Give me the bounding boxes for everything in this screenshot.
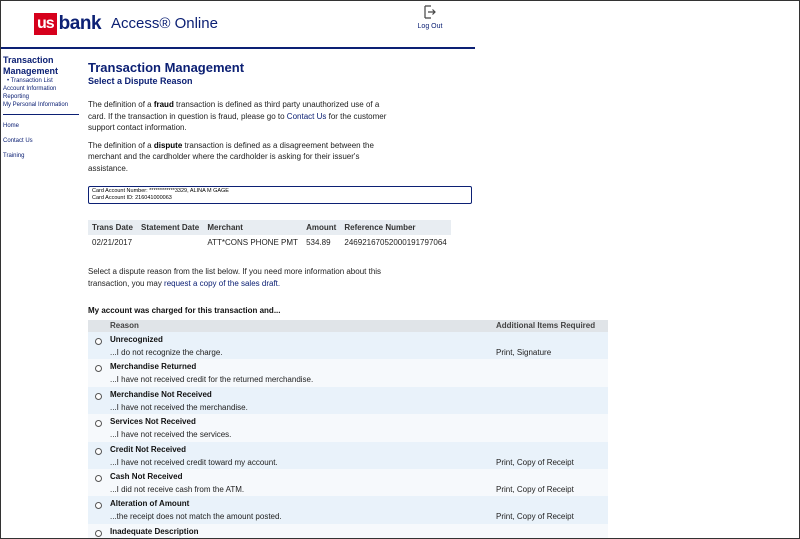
- reason-name: Unrecognized: [110, 335, 163, 344]
- col-amount: Amount: [302, 220, 340, 235]
- reason-radio-cell: [88, 414, 110, 441]
- sidebar-link-contact-us[interactable]: Contact Us: [3, 138, 33, 144]
- reason-text: [110, 359, 496, 386]
- fraud-word: fraud: [153, 100, 174, 109]
- reason-text: [110, 469, 496, 496]
- reason-radio-cell: [88, 442, 110, 469]
- reason-row[interactable]: [88, 414, 608, 441]
- dispute-word: dispute: [153, 140, 183, 150]
- cell-merchant: ATT*CONS PHONE PMT: [207, 238, 298, 247]
- reason-row[interactable]: [88, 359, 608, 386]
- reason-additional-items: [496, 387, 608, 414]
- sidebar-item-my-personal-information[interactable]: My Personal Information: [3, 102, 69, 108]
- usbank-logo[interactable]: [34, 12, 101, 36]
- reason-description: ...the receipt does not match the amount posted.: [110, 512, 282, 522]
- reason-radio-cell: [88, 387, 110, 414]
- reason-row[interactable]: [88, 387, 608, 414]
- sidebar-title-line1: Transaction: [3, 55, 54, 65]
- request-sales-draft-link[interactable]: request a copy of the sales draft.: [164, 279, 281, 288]
- reason-header-row: [88, 320, 608, 332]
- reason-radio[interactable]: [95, 365, 102, 372]
- card-account-number: Card Account Number: ************3329, ALINA M GAGE: [92, 188, 229, 194]
- reason-additional-items: Print, Copy of Receipt: [496, 457, 574, 467]
- col-statement-date: Statement Date: [137, 220, 203, 235]
- reason-description: ...I do not recognize the charge.: [110, 348, 223, 357]
- cell-statement-date: [137, 235, 203, 250]
- transaction-header-row: [88, 220, 451, 235]
- reason-column-header: Reason: [110, 321, 139, 330]
- sidebar-title-line2: Management: [3, 66, 59, 76]
- additional-items-column-header: Additional Items Required: [496, 321, 596, 330]
- reason-text: [110, 524, 496, 539]
- card-account-box: [88, 186, 472, 204]
- reason-radio-cell: [88, 332, 110, 359]
- dispute-definition: [88, 140, 388, 175]
- reason-additional-items: [496, 414, 608, 441]
- sidebar-divider: [3, 114, 79, 115]
- reason-radio-cell: [88, 469, 110, 496]
- logout-button[interactable]: [413, 5, 447, 30]
- sidebar-item-transaction-list[interactable]: • Transaction List: [7, 78, 53, 84]
- reason-radio-cell: [88, 359, 110, 386]
- reason-name: Alteration of Amount: [110, 499, 190, 509]
- reason-description: ...I did not receive cash from the ATM.: [110, 484, 245, 494]
- instr-text: Select a dispute reason from the list below. If you need more information about this transaction, you may: [88, 267, 382, 288]
- reason-name: Merchandise Returned: [110, 362, 197, 372]
- fraud-definition: [88, 99, 388, 134]
- reason-row[interactable]: [88, 442, 608, 469]
- reason-additional-items: Print, Copy of Receipt: [496, 512, 574, 522]
- reason-row[interactable]: [88, 496, 608, 523]
- cell-reference-number: 24692167052000191797064: [344, 238, 447, 247]
- reason-name: Cash Not Received: [110, 471, 183, 481]
- main-content: [88, 60, 608, 536]
- col-merchant: Merchant: [203, 220, 302, 235]
- reason-additional-items: [496, 359, 608, 386]
- transaction-row: [88, 235, 451, 250]
- logout-label: Log Out: [417, 23, 443, 30]
- dispute-text-2: transaction is defined as a disagreement between the merchant and the cardholder where the cardholder is asking for their issuer's assistance.: [88, 140, 374, 173]
- reason-name: Inadequate Description: [110, 526, 199, 536]
- sidebar-link-training[interactable]: Training: [3, 153, 25, 159]
- reason-name: Services Not Received: [110, 417, 196, 427]
- dispute-text-1: The definition of a: [88, 140, 154, 150]
- sidebar-link-home[interactable]: Home: [3, 123, 20, 129]
- reason-additional-items: [496, 524, 608, 539]
- reason-radio[interactable]: [95, 530, 102, 537]
- reason-radio[interactable]: [95, 502, 102, 509]
- sidebar-item-account-information[interactable]: Account Information: [3, 86, 57, 92]
- reason-radio[interactable]: [95, 475, 102, 482]
- logo-bank: bank: [58, 13, 102, 34]
- logo-us: us: [34, 13, 57, 35]
- header: [1, 1, 475, 49]
- reason-row[interactable]: [88, 524, 608, 539]
- col-trans-date: Trans Date: [88, 220, 137, 235]
- contact-us-link[interactable]: Contact Us: [286, 111, 327, 121]
- sidebar: [3, 55, 79, 167]
- reason-description: ...I have not received the services.: [110, 430, 232, 440]
- transaction-table: [88, 220, 451, 250]
- reason-description: ...I have not received credit for the returned merchandise.: [110, 375, 314, 385]
- reason-radio[interactable]: [95, 393, 102, 400]
- reason-description: ...I have not received credit toward my account.: [110, 457, 278, 467]
- logout-icon: [423, 5, 437, 19]
- reason-description: ...I have not received the merchandise.: [110, 402, 248, 412]
- reason-text: [110, 387, 496, 414]
- reason-radio[interactable]: [95, 448, 102, 455]
- page-title: Transaction Management: [88, 60, 245, 75]
- fraud-text-3: for the customer support contact information.: [88, 111, 387, 132]
- cell-amount: 534.89: [306, 238, 331, 247]
- reason-text: [110, 414, 496, 441]
- reason-additional-items: Print, Copy of Receipt: [496, 484, 574, 494]
- reason-additional-items: Print, Signature: [496, 348, 552, 357]
- dispute-instructions: [88, 266, 398, 290]
- reason-list: [88, 320, 608, 539]
- cell-trans-date: 02/21/2017: [92, 238, 133, 247]
- sidebar-item-reporting[interactable]: Reporting: [3, 94, 30, 100]
- reason-section-label: My account was charged for this transaction and...: [88, 306, 281, 315]
- reason-name: Credit Not Received: [110, 444, 187, 454]
- reason-radio[interactable]: [95, 420, 102, 427]
- reason-radio-cell: [88, 524, 110, 539]
- reason-text: [110, 496, 496, 523]
- reason-text: [110, 332, 496, 359]
- col-reference-number: Reference Number: [340, 220, 451, 235]
- sidebar-title[interactable]: [3, 55, 79, 77]
- reason-row[interactable]: [88, 469, 608, 496]
- reason-radio-cell: [88, 496, 110, 523]
- reason-row[interactable]: [88, 332, 608, 359]
- reason-radio[interactable]: [95, 338, 102, 345]
- page-subtitle: Select a Dispute Reason: [88, 76, 193, 86]
- reason-name: Merchandise Not Received: [110, 389, 212, 399]
- fraud-text-1: The definition of a: [88, 100, 154, 109]
- card-account-id: Card Account ID: 216041000063: [92, 195, 172, 201]
- fraud-text-2: transaction is defined as third party unauthorized use of a card. If the transaction in question is fraud, please go to: [88, 100, 380, 121]
- reason-text: [110, 442, 496, 469]
- app-name: Access® Online: [111, 15, 218, 32]
